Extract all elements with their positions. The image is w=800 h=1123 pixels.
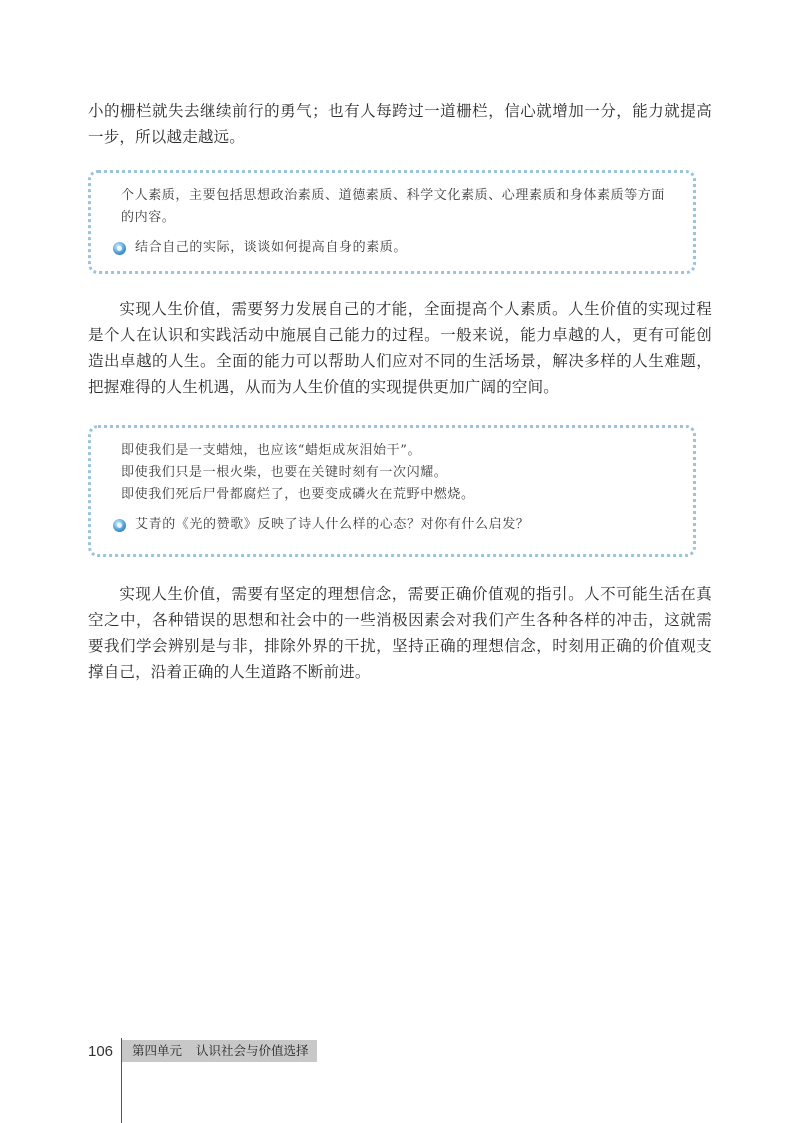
info-box-personal-quality: [88, 170, 696, 274]
paragraph-text: 小的栅栏就失去继续前行的勇气；也有人每跨过一道栅栏，信心就增加一分，能力就提高一步，所以越走越远。: [88, 102, 712, 146]
poem-line: 即使我们死后尸骨都腐烂了，也要变成磷火在荒野中燃烧。: [121, 487, 475, 502]
discussion-question: [113, 514, 675, 536]
question-bullet-icon: [113, 242, 126, 255]
paragraph-continuation: [88, 98, 712, 150]
paragraph-text: 实现人生价值，需要有坚定的理想信念，需要正确价值观的指引。人不可能生活在真空之中，各种错误的思想和社会中的一些消极因素会对我们产生各种各样的冲击，这就需要我们学会辨别是与非，排除外界的干扰，坚持正确的理想信念，时刻用正确的价值观支撑自己，沿着正确的人生道路不断前进。: [88, 585, 712, 681]
page-footer: [88, 1040, 317, 1062]
poem-line: 即使我们只是一根火柴，也要在关键时刻有一次闪耀。: [121, 465, 448, 480]
info-box-poem: [88, 425, 696, 557]
question-text: 艾青的《光的赞歌》反映了诗人什么样的心态？对你有什么启发？: [135, 517, 530, 532]
page-number: 106: [88, 1042, 114, 1060]
unit-number: 第四单元: [132, 1043, 183, 1058]
question-text: 结合自己的实际，谈谈如何提高自身的素质。: [135, 240, 408, 255]
paragraph-ideals: [88, 581, 712, 685]
discussion-question: [113, 237, 675, 259]
unit-label: [122, 1040, 317, 1062]
paragraph-text: 实现人生价值，需要努力发展自己的才能，全面提高个人素质。人生价值的实现过程是个人在认识和实践活动中施展自己能力的过程。一般来说，能力卓越的人，更有可能创造出卓越的人生。全面的能力可以帮助人们应对不同的生活场景，解决多样的人生难题，把握难得的人生机遇，从而为人生价值的实现提供更加广阔的空间。: [88, 300, 712, 396]
unit-title: 认识社会与价值选择: [196, 1043, 309, 1058]
paragraph-ability: [88, 296, 712, 400]
question-bullet-icon: [113, 519, 126, 532]
poem-line: 即使我们是一支蜡烛，也应该“蜡炬成灰泪始干”。: [121, 443, 422, 458]
info-box-text: 个人素质，主要包括思想政治素质、道德素质、科学文化素质、心理素质和身体素质等方面的内容。: [121, 188, 666, 225]
